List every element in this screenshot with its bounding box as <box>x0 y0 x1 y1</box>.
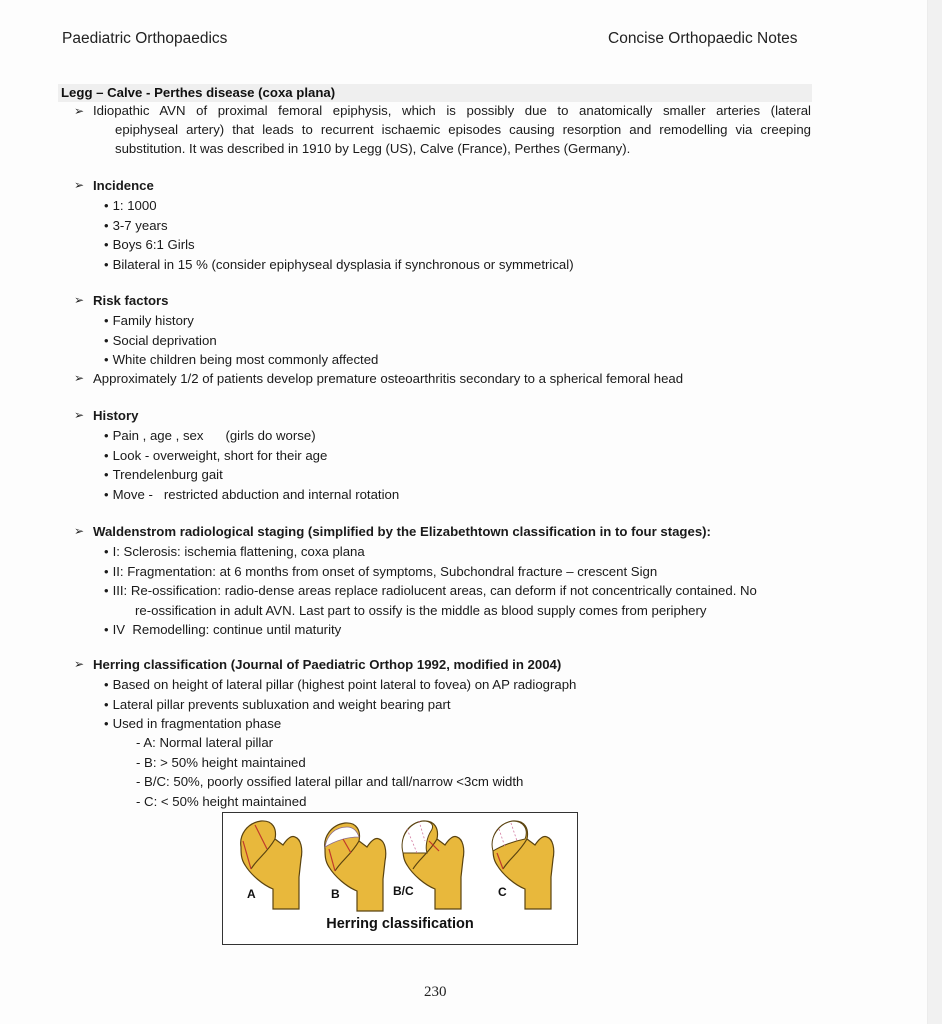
running-header-right: Concise Orthopaedic Notes <box>608 30 798 47</box>
list-item: • Boys 6:1 Girls <box>104 235 195 255</box>
arrow-bullet-icon: ➢ <box>74 408 85 422</box>
figure-label-b: B <box>331 887 340 901</box>
arrow-bullet-icon: ➢ <box>74 293 85 307</box>
intro-line-1: Idiopathic AVN of proximal femoral epiphysis, which is possibly due to anatomically smaller arteries (lateral <box>93 103 811 118</box>
list-item: • Pain , age , sex (girls do worse) <box>104 426 316 446</box>
list-item-continuation: re-ossification in adult AVN. Last part to ossify is the middle as blood supply comes from periphery <box>135 602 707 618</box>
section-title-bar <box>58 84 812 102</box>
arrow-bullet-icon: ➢ <box>74 371 85 385</box>
herring-heading: Herring classification (Journal of Paediatric Orthop 1992, modified in 2004) <box>93 657 562 672</box>
list-item: • Based on height of lateral pillar (highest point lateral to fovea) on AP radiograph <box>104 675 576 695</box>
page-number: 230 <box>424 984 447 1000</box>
scrollbar-track[interactable] <box>927 0 942 1024</box>
osteoarthritis-note: Approximately 1/2 of patients develop premature osteoarthritis secondary to a spherical femoral head <box>93 371 684 386</box>
list-item: • Trendelenburg gait <box>104 465 223 485</box>
list-item: • Lateral pillar prevents subluxation and weight bearing part <box>104 695 451 715</box>
section-title: Legg – Calve - Perthes disease (coxa plana) <box>61 85 336 100</box>
sub-item: - C: < 50% height maintained <box>136 793 307 809</box>
list-item: • Look - overweight, short for their age <box>104 446 327 466</box>
herring-classification-figure <box>222 812 578 945</box>
risk-factors-heading: Risk factors <box>93 293 169 308</box>
list-item: • White children being most commonly affected <box>104 350 378 370</box>
list-item: • II: Fragmentation: at 6 months from onset of symptoms, Subchondral fracture – crescent Sign <box>104 562 657 582</box>
list-item: • Move - restricted abduction and internal rotation <box>104 485 399 505</box>
arrow-bullet-icon: ➢ <box>74 104 85 118</box>
list-item: • 1: 1000 <box>104 196 157 216</box>
list-item: • I: Sclerosis: ischemia flattening, coxa plana <box>104 542 365 562</box>
arrow-bullet-icon: ➢ <box>74 524 85 538</box>
sub-item: - B: > 50% height maintained <box>136 754 306 770</box>
list-item: • IV Remodelling: continue until maturity <box>104 620 341 640</box>
intro-paragraph <box>93 101 811 158</box>
arrow-bullet-icon: ➢ <box>74 178 85 192</box>
list-item: • Social deprivation <box>104 331 217 351</box>
sub-item: - A: Normal lateral pillar <box>136 735 274 750</box>
figure-label-c: C <box>498 885 507 899</box>
arrow-bullet-icon: ➢ <box>74 657 85 671</box>
list-item: • Bilateral in 15 % (consider epiphyseal dysplasia if synchronous or symmetrical) <box>104 255 574 275</box>
sub-item: - B/C: 50%, poorly ossified lateral pillar and tall/narrow <3cm width <box>136 774 524 789</box>
running-header-left: Paediatric Orthopaedics <box>62 30 228 47</box>
list-item: • 3-7 years <box>104 216 168 236</box>
list-item: • III: Re-ossification: radio-dense areas replace radiolucent areas, can deform if not concentrically contained. No <box>104 581 757 601</box>
figure-label-a: A <box>247 887 256 901</box>
femur-diagrams-icon <box>223 813 577 913</box>
figure-caption: Herring classification <box>326 916 474 932</box>
intro-line-2: epiphyseal artery) that leads to recurrent ischaemic episodes causing resorption and remodelling via creeping <box>115 122 811 137</box>
figure-label-bc: B/C <box>393 884 414 898</box>
intro-line-3: substitution. It was described in 1910 by Legg (US), Calve (France), Perthes (Germany). <box>115 141 631 156</box>
list-item: • Used in fragmentation phase <box>104 714 281 734</box>
list-item: • Family history <box>104 311 194 331</box>
history-heading: History <box>93 408 139 423</box>
incidence-heading: Incidence <box>93 178 154 193</box>
waldenstrom-heading: Waldenstrom radiological staging (simplified by the Elizabethtown classification in to four stages): <box>93 524 711 539</box>
